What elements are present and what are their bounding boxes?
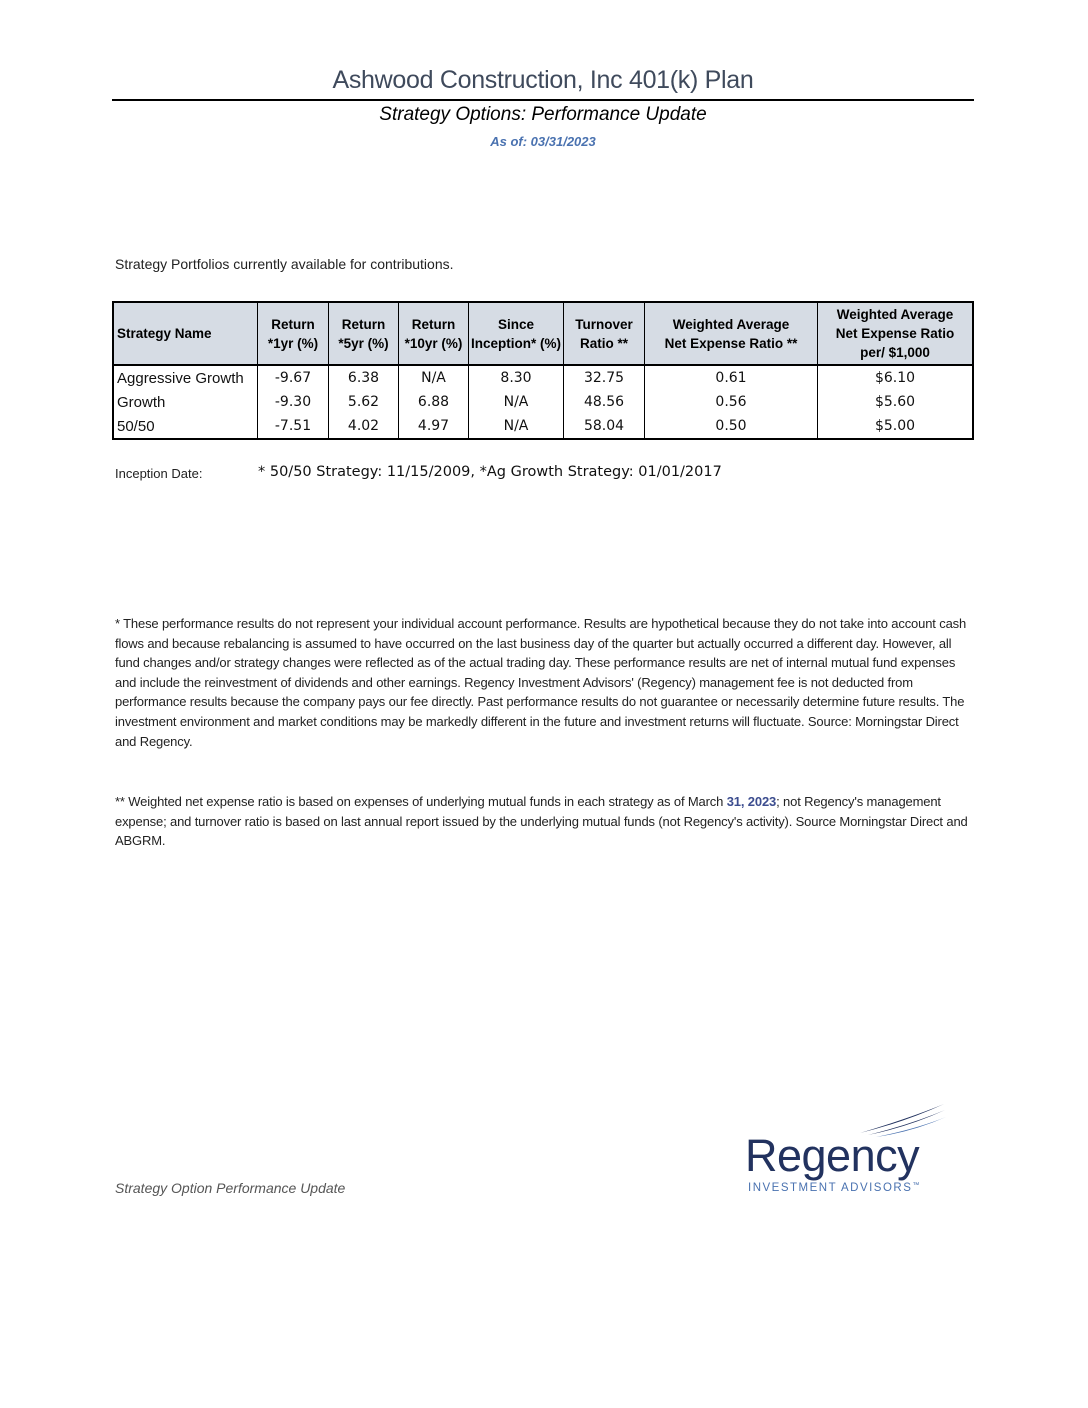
- col-since-inception: Since Inception* (%): [469, 302, 564, 365]
- cell-return-1yr: -7.51: [258, 414, 329, 439]
- cell-return-10yr: N/A: [399, 365, 469, 390]
- cell-ner-per-1000: $5.00: [818, 414, 974, 439]
- cell-return-5yr: 5.62: [329, 390, 399, 414]
- cell-weighted-avg-ner: 0.56: [645, 390, 818, 414]
- inception-date-label: Inception Date:: [115, 466, 203, 481]
- cell-weighted-avg-ner: 0.61: [645, 365, 818, 390]
- page-title: Ashwood Construction, Inc 401(k) Plan: [332, 66, 754, 94]
- table-row: [113, 365, 973, 390]
- cell-return-10yr: 6.88: [399, 390, 469, 414]
- cell-since-inception: N/A: [469, 414, 564, 439]
- col-strategy-name: Strategy Name: [113, 302, 258, 365]
- cell-weighted-avg-ner: 0.50: [645, 414, 818, 439]
- col-return-10yr: Return *10yr (%): [399, 302, 469, 365]
- table-row: [113, 390, 973, 414]
- expense-note-text-end: ; not Regency's management expense; and turnover ratio is based on last annual report issued by the underlying mutual funds (not Regency's activity). Source Morningstar Direct and ABGRM.: [115, 794, 968, 849]
- regency-logo: [740, 1100, 950, 1200]
- cell-since-inception: N/A: [469, 390, 564, 414]
- logo-trademark: ™: [912, 1182, 921, 1189]
- cell-turnover-ratio: 58.04: [564, 414, 645, 439]
- footer-label: Strategy Option Performance Update: [115, 1180, 346, 1196]
- logo-name: Regency: [745, 1130, 920, 1181]
- cell-strategy-name: Growth: [117, 393, 166, 411]
- intro-text: Strategy Portfolios currently available for contributions.: [115, 256, 454, 272]
- expense-note-date: 31, 2023: [726, 794, 777, 809]
- expense-note-text: ** Weighted net expense ratio is based on expenses of underlying mutual funds in each strategy as of March: [115, 794, 727, 809]
- expense-ratio-note: [115, 792, 975, 851]
- cell-return-1yr: -9.30: [258, 390, 329, 414]
- cell-return-1yr: -9.67: [258, 365, 329, 390]
- cell-ner-per-1000: $6.10: [818, 365, 974, 390]
- col-return-5yr: Return *5yr (%): [329, 302, 399, 365]
- cell-turnover-ratio: 32.75: [564, 365, 645, 390]
- cell-return-10yr: 4.97: [399, 414, 469, 439]
- table-header-row: [113, 302, 973, 365]
- col-turnover-ratio: Turnover Ratio **: [564, 302, 645, 365]
- title-rule: [112, 99, 974, 101]
- cell-return-5yr: 6.38: [329, 365, 399, 390]
- cell-return-5yr: 4.02: [329, 414, 399, 439]
- page-subtitle: Strategy Options: Performance Update: [379, 104, 707, 125]
- cell-strategy-name: Aggressive Growth: [117, 369, 244, 387]
- col-weighted-avg-ner-per-1000: Weighted Average Net Expense Ratio per/ $1,000: [818, 302, 974, 365]
- inception-date-value: * 50/50 Strategy: 11/15/2009, *Ag Growth Strategy: 01/01/2017: [258, 464, 722, 480]
- logo-subtitle: [748, 1182, 921, 1194]
- cell-turnover-ratio: 48.56: [564, 390, 645, 414]
- performance-table: [112, 301, 974, 440]
- as-of-date: As of: 03/31/2023: [490, 134, 596, 149]
- logo-subtitle-text: INVESTMENT ADVISORS: [748, 1182, 913, 1194]
- cell-strategy-name: 50/50: [117, 417, 155, 435]
- performance-disclaimer: * These performance results do not represent your individual account performance. Results are hypothetical because they do not take into account cash flows and because rebalancing is assumed to have occurred on the last business day of the quarter but actually occurred a different day. However, all fund changes and/or strategy changes were reflected as of the actual trading day. These performance results are net of internal mutual fund expenses and include the reinvestment of dividends and other earnings. Regency Investment Advisors' (Regency) management fee is not deducted from performance results because the company pays our fee directly. Past performance results do not guarantee or necessarily determine future results. The investment environment and market conditions may be markedly different in the future and investment returns will fluctuate. Source: Morningstar Direct and Regency.: [115, 616, 967, 749]
- cell-since-inception: 8.30: [469, 365, 564, 390]
- table-row: [113, 414, 973, 439]
- cell-ner-per-1000: $5.60: [818, 390, 974, 414]
- col-weighted-avg-ner: Weighted Average Net Expense Ratio **: [645, 302, 818, 365]
- col-return-1yr: Return *1yr (%): [258, 302, 329, 365]
